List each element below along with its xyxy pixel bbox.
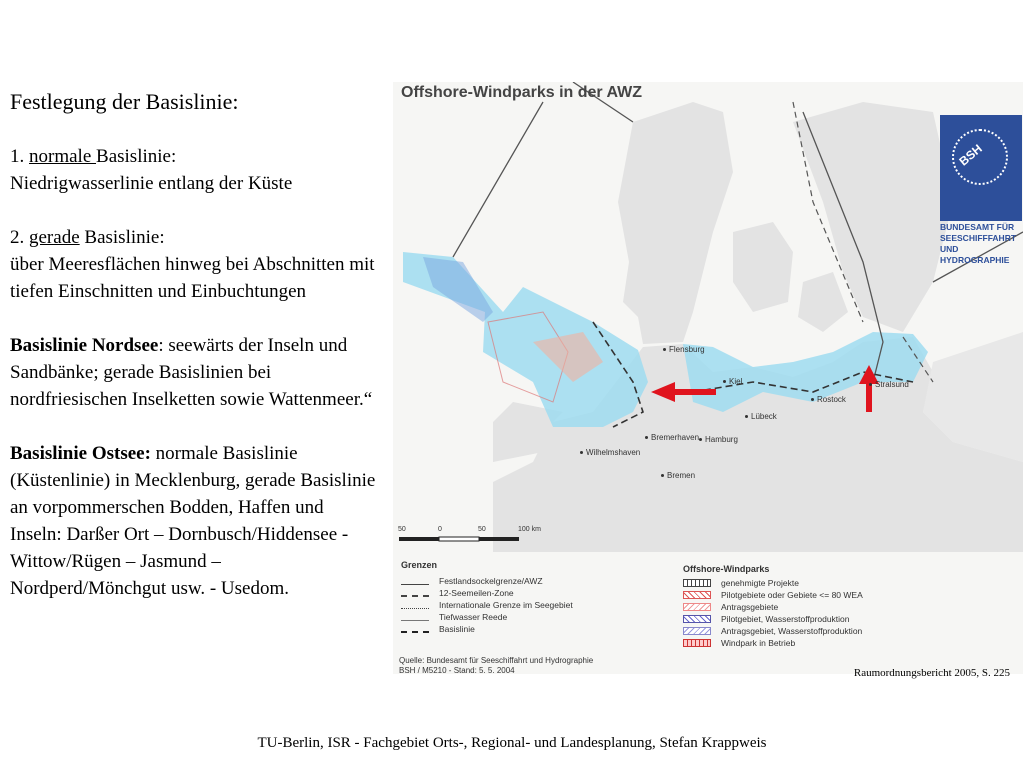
slide-heading: Festlegung der Basislinie: — [10, 89, 239, 114]
legend-wind-title: Offshore-Windparks — [683, 564, 770, 574]
item1-underlined: normale — [29, 146, 97, 167]
city-bremen: Bremen — [661, 471, 695, 480]
scale-label-0: 0 — [438, 526, 442, 533]
city-bremerhaven: Bremerhaven — [645, 433, 699, 442]
scale-label-100km: 100 km — [518, 526, 541, 533]
legend-wind-betrieb: Windpark in Betrieb — [683, 638, 795, 648]
legend-grenze-international: Internationale Grenze im Seegebiet — [401, 600, 573, 610]
item2-title: 2. gerade Basislinie: — [10, 227, 165, 248]
legend-wind-genehmigt: genehmigte Projekte — [683, 578, 799, 588]
map-caption: Raumordnungsbericht 2005, S. 225 — [853, 667, 1010, 679]
legend-grenze-basislinie: Basislinie — [401, 624, 475, 634]
item1-desc: Niedrigwasserlinie entlang der Küste — [10, 173, 293, 194]
city-flensburg: Flensburg — [663, 345, 705, 354]
item1-title: 1. normale Basislinie: — [10, 146, 177, 167]
city-hamburg: Hamburg — [699, 435, 738, 444]
map-drawing — [393, 82, 1023, 552]
map-source: Quelle: Bundesamt für Seeschiffahrt und Hydrographie BSH / M5210 - Stand: 5. 5. 2004 — [399, 656, 594, 674]
city-wilhelmshaven: Wilhelmshaven — [580, 448, 640, 457]
legend-wind-pilot-h2: Pilotgebiet, Wasserstoffproduktion — [683, 614, 850, 624]
item2-underlined: gerade — [29, 227, 80, 248]
city-rostock: Rostock — [811, 395, 846, 404]
slide-footer: TU-Berlin, ISR - Fachgebiet Orts-, Regional- und Landesplanung, Stefan Krappweis — [257, 735, 767, 751]
city-kiel: Kiel — [723, 377, 742, 386]
legend-wind-antrag-h2: Antragsgebiet, Wasserstoffproduktion — [683, 626, 862, 636]
scale-bar — [399, 537, 519, 541]
slide-text — [10, 88, 380, 602]
legend-grenze-tiefwasser: Tiefwasser Reede — [401, 612, 507, 622]
offshore-map — [393, 82, 1023, 674]
scale-label-50-left: 50 — [398, 526, 406, 533]
legend-grenzen-title: Grenzen — [401, 560, 438, 570]
city-luebeck: Lübeck — [745, 412, 777, 421]
legend-grenze-awz: Festlandsockelgrenze/AWZ — [401, 576, 543, 586]
legend-grenze-12sm: 12-Seemeilen-Zone — [401, 588, 514, 598]
bsh-org-name: BUNDESAMT FÜR SEESCHIFFFAHRT UND HYDROGRAPHIE — [940, 222, 1017, 265]
bsh-logo: BSH — [940, 115, 1022, 221]
city-stralsund: Stralsund — [869, 380, 909, 389]
scale-label-50: 50 — [478, 526, 486, 533]
legend-wind-pilot: Pilotgebiete oder Gebiete <= 80 WEA — [683, 590, 863, 600]
map-title: Offshore-Windparks in der AWZ — [401, 84, 643, 101]
legend-wind-antrag: Antragsgebiete — [683, 602, 778, 612]
denmark-land — [618, 102, 733, 344]
ostsee-paragraph: Basislinie Ostsee: normale Basislinie (Küstenlinie) in Mecklenburg, gerade Basislinie an vorpommerschen Bodden, Haffen und Inseln: Darßer Ort – Dornbusch/Hiddensee - Wittow/Rügen – Jasmund – Nordperd/Mönchgut usw. - Usedom. — [10, 443, 376, 599]
danish-islands — [733, 222, 848, 332]
nordsee-paragraph: Basislinie Nordsee: seewärts der Inseln und Sandbänke; gerade Basislinien bei nordfriesischen Inselketten sowie Wattenmeer.“ — [10, 335, 373, 410]
item2-desc: über Meeresflächen hinweg bei Abschnitten mit tiefen Einschnitten und Einbuchtungen — [10, 254, 375, 302]
